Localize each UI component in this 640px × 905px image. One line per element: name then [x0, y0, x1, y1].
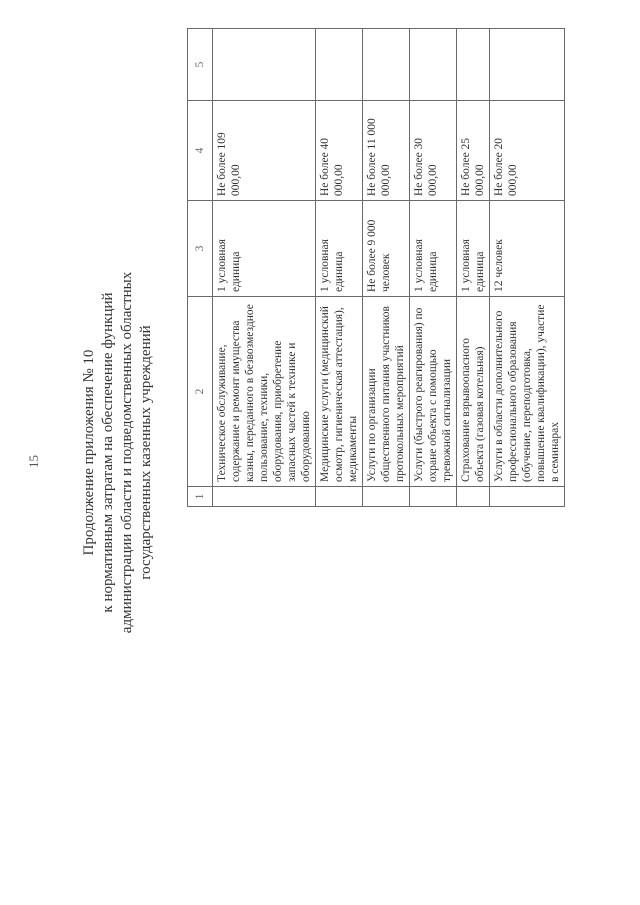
- header-line-1: Продолжение приложения № 10: [81, 349, 97, 556]
- service-name-cell: Страхование взрывоопасного объекта (газовая котельная): [457, 297, 490, 487]
- page-number: 15: [26, 455, 41, 468]
- service-name-cell: Медицинские услуги (медицинский осмотр, гигиеническая аттестация), медикаменты: [316, 297, 363, 487]
- table-row: [490, 29, 565, 507]
- service-name-cell: Техническое обслуживание, содержание и ремонт имущества казны, переданного в безвозмездное пользование, техники, оборудования, приобретение запасных частей к технике и оборудованию: [213, 297, 316, 487]
- price-cell: Не более 109 000,00: [213, 101, 316, 201]
- column-number-4: 4: [188, 101, 213, 201]
- quantity-cell: 1 условная единица: [410, 201, 457, 297]
- note-cell: [410, 29, 457, 101]
- quantity-cell: 12 человек: [490, 201, 565, 297]
- column-number-1: 1: [188, 487, 213, 507]
- service-name-cell: Услуги по организации общественного питания участников протокольных мероприятий: [363, 297, 410, 487]
- column-number-3: 3: [188, 201, 213, 297]
- table-row: [213, 29, 316, 507]
- table-row: [363, 29, 410, 507]
- quantity-cell: Не более 9 000 человек: [363, 201, 410, 297]
- quantity-cell: 1 условная единица: [213, 201, 316, 297]
- price-cell: Не более 40 000,00: [316, 101, 363, 201]
- header-line-2: к нормативным затратам на обеспечение функций: [100, 292, 116, 613]
- service-name-cell: Услуги в области дополнительного профессионального образования (обучение, переподготовка, повышение квалификации), участие в семинарах: [490, 297, 565, 487]
- price-cell: Не более 11 000 000,00: [363, 101, 410, 201]
- row-index-cell: [316, 487, 363, 507]
- price-cell: Не более 20 000,00: [490, 101, 565, 201]
- price-cell: Не более 25 000,00: [457, 101, 490, 201]
- column-number-5: 5: [188, 29, 213, 101]
- table-row: [316, 29, 363, 507]
- note-cell: [363, 29, 410, 101]
- service-name-cell: Услуги (быстрого реагирования) по охране объекта с помощью тревожной сигнализации: [410, 297, 457, 487]
- note-cell: [213, 29, 316, 101]
- header-line-4: государственных казенных учреждений: [138, 325, 154, 580]
- price-cell: Не более 30 000,00: [410, 101, 457, 201]
- note-cell: [457, 29, 490, 101]
- row-index-cell: [490, 487, 565, 507]
- header-line-3: администрации области и подведомственных областных: [119, 271, 135, 634]
- table-row: [457, 29, 490, 507]
- note-cell: [490, 29, 565, 101]
- row-index-cell: [457, 487, 490, 507]
- row-index-cell: [213, 487, 316, 507]
- row-index-cell: [363, 487, 410, 507]
- quantity-cell: 1 условная единица: [316, 201, 363, 297]
- quantity-cell: 1 условная единица: [457, 201, 490, 297]
- note-cell: [316, 29, 363, 101]
- table-row: [410, 29, 457, 507]
- row-index-cell: [410, 487, 457, 507]
- column-number-2: 2: [188, 297, 213, 487]
- costs-table: [187, 28, 565, 507]
